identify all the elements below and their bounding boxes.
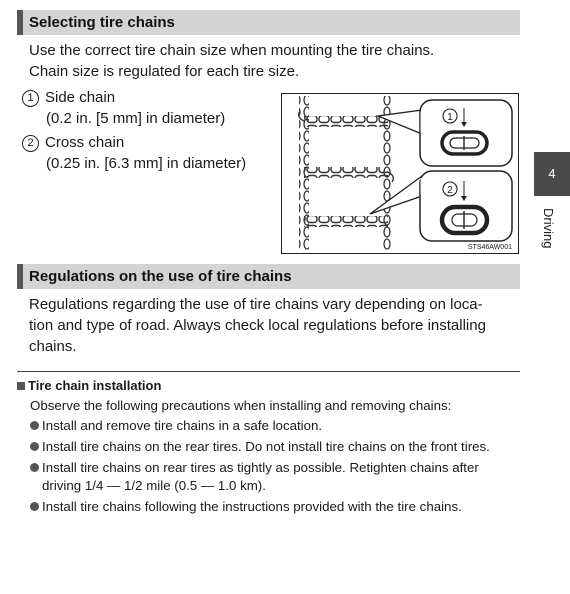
subsection-heading-installation <box>17 377 161 394</box>
bullet-dot-icon <box>30 463 39 472</box>
intro-line-1: Use the correct tire chain size when mounting the tire chains. <box>29 42 435 59</box>
section-divider <box>17 371 520 372</box>
square-bullet-icon <box>17 382 25 390</box>
number-1-icon: 1 <box>22 90 39 107</box>
list-item: Install tire chains on rear tires as tightly as possible. Retighten chains after <box>30 458 525 477</box>
chapter-label: Driving <box>541 208 556 249</box>
legend-item-cross-chain <box>22 132 124 153</box>
legend-detail-side-chain: (0.2 in. [5 mm] in diameter) <box>46 110 226 127</box>
legend-detail-cross-chain: (0.25 in. [6.3 mm] in diameter) <box>46 155 247 172</box>
list-item: Install tire chains on the rear tires. Do not install tire chains on the front tires. <box>30 437 525 456</box>
legend-name: Cross chain <box>45 134 125 151</box>
legend-name: Side chain <box>45 89 116 106</box>
number-2-icon: 2 <box>22 135 39 152</box>
svg-text:1: 1 <box>447 112 453 123</box>
list-item: Install and remove tire chains in a safe location. <box>30 416 525 435</box>
intro-line-2: Chain size is regulated for each tire size. <box>29 63 300 80</box>
regulations-line-2: tion and type of road. Always check local regulations before installing <box>29 317 486 334</box>
regulations-line-1: Regulations regarding the use of tire chains vary depending on loca- <box>29 296 483 313</box>
legend-item-side-chain <box>22 87 115 108</box>
bullet-dot-icon <box>30 502 39 511</box>
bullet-dot-icon <box>30 442 39 451</box>
chapter-tab: 4 <box>534 152 570 196</box>
list-item-continuation: driving 1/4 — 1/2 mile (0.5 — 1.0 km). <box>42 478 266 493</box>
bullet-dot-icon <box>30 421 39 430</box>
svg-text:2: 2 <box>447 185 453 196</box>
figure-code: STS46AW001 <box>467 244 512 251</box>
chain-diagram-icon <box>282 94 517 252</box>
section-heading-selecting: Selecting tire chains <box>17 10 520 35</box>
list-item: Install tire chains following the instructions provided with the tire chains. <box>30 497 525 516</box>
installation-intro: Observe the following precautions when installing and removing chains: <box>30 398 452 413</box>
regulations-line-3: chains. <box>29 338 77 355</box>
section-heading-regulations: Regulations on the use of tire chains <box>17 264 520 289</box>
subsection-title: Tire chain installation <box>28 378 162 393</box>
tire-chain-illustration <box>281 93 519 254</box>
